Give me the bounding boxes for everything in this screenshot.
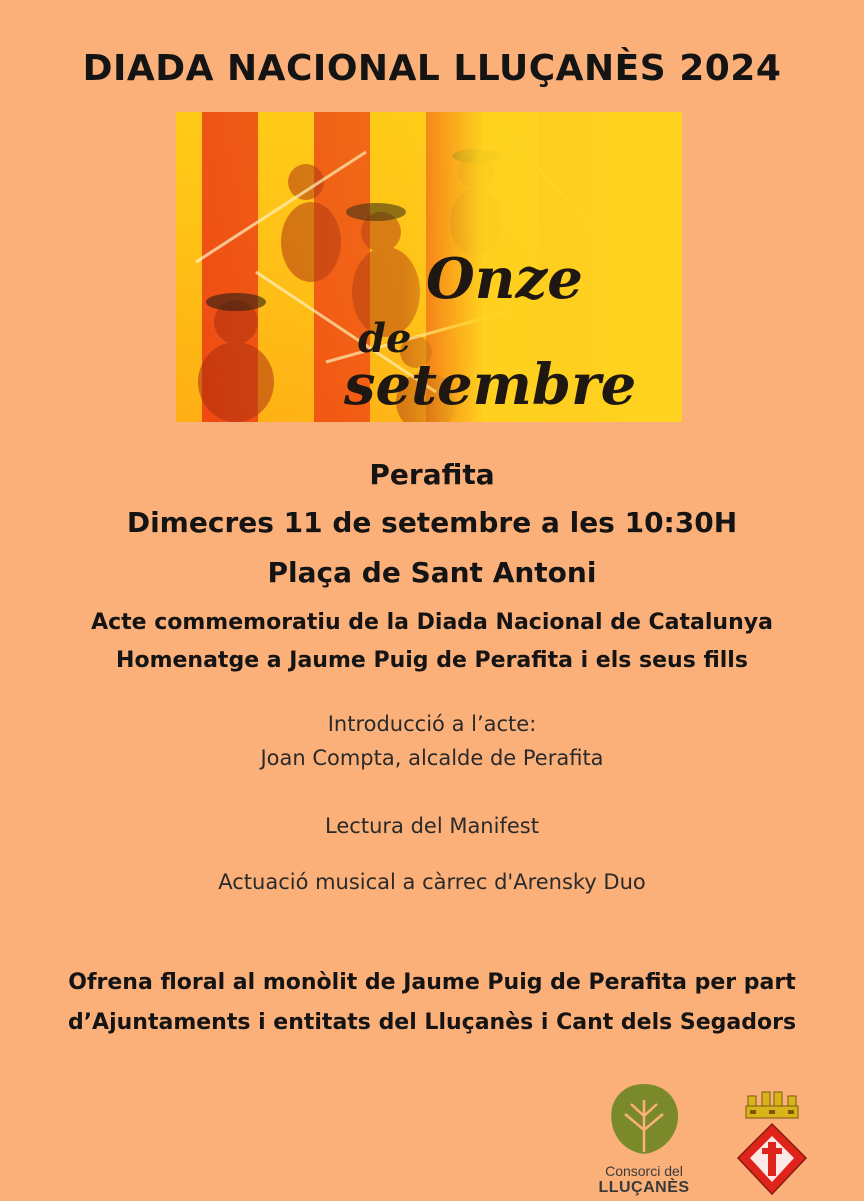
event-date: Dimecres 11 de setembre a les 10:30H <box>126 506 738 539</box>
event-place: Perafita <box>369 458 495 491</box>
event-subtitle-1: Acte commemoratiu de la Diada Nacional de Catalunya <box>91 610 773 635</box>
banner-setembre: setembre <box>344 352 637 418</box>
program-intro-speaker: Joan Compta, alcalde de Perafita <box>260 746 604 770</box>
event-venue: Plaça de Sant Antoni <box>267 556 597 589</box>
program-intro-label: Introducció a l’acte: <box>327 712 537 736</box>
banner-onze: Onze <box>426 246 583 312</box>
consorci-logo <box>598 1082 690 1200</box>
onze-de-setembre-banner <box>176 112 682 422</box>
consorci-leaf-icon <box>607 1082 681 1156</box>
coat-of-arms-icon <box>736 1088 808 1196</box>
program-music: Actuació musical a càrrec d'Arensky Duo <box>218 870 646 894</box>
offering-line-2: d’Ajuntaments i entitats del Lluçanès i Cant dels Segadors <box>67 1010 797 1035</box>
banner-image <box>176 112 682 422</box>
consorci-name-line-1: Consorci del <box>605 1163 683 1179</box>
banner-de: de <box>358 315 412 362</box>
program-reading: Lectura del Manifest <box>325 814 539 838</box>
poster-title: DIADA NACIONAL LLUÇANÈS 2024 <box>82 48 782 89</box>
event-subtitle-2: Homenatge a Jaume Puig de Perafita i els seus fills <box>116 648 748 673</box>
offering-line-1: Ofrena floral al monòlit de Jaume Puig de Perafita per part <box>68 970 796 995</box>
perafita-coat-of-arms <box>736 1088 808 1196</box>
consorci-name-line-2: LLUÇANÈS <box>598 1179 690 1196</box>
